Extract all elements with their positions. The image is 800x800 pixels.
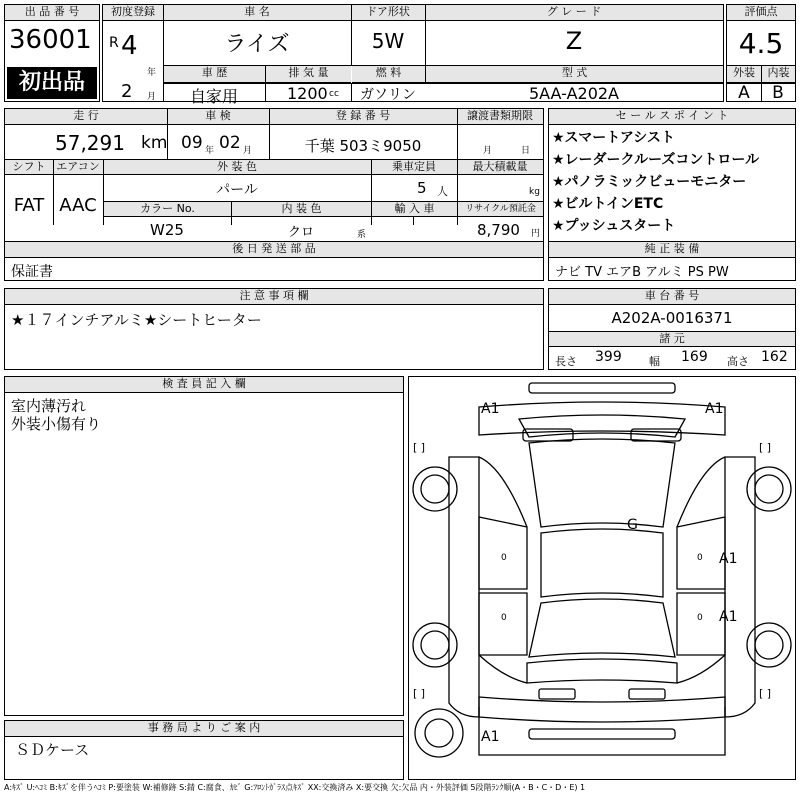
history-value: 自家用 xyxy=(189,87,238,106)
inspector-line-2: 外装小傷有り xyxy=(11,415,102,433)
first-listing-badge: 初出品 xyxy=(7,67,97,99)
aircon-label: エアコン xyxy=(53,160,103,175)
fuel-value: ガソリン xyxy=(360,87,416,103)
plate-value: 千葉 503ミ9050 xyxy=(304,137,422,155)
score-box xyxy=(726,4,796,102)
int-color-label: 内 装 色 xyxy=(232,202,371,217)
specs-label: 諸 元 xyxy=(549,332,795,347)
later-parts-box xyxy=(4,241,544,281)
transfer-day: 日 xyxy=(521,146,531,156)
mileage-value: 57,291 xyxy=(55,131,125,155)
door-type: 5W xyxy=(371,29,405,53)
int-score-label: 内装 xyxy=(762,66,795,83)
bracket-mark: [ ] xyxy=(759,441,772,454)
first-reg-label: 初度登録 xyxy=(103,5,163,21)
transfer-month: 月 xyxy=(483,146,493,156)
first-reg-month: 2 xyxy=(121,81,133,102)
ext-color-value: パール xyxy=(216,182,258,198)
mark-zero: 0 xyxy=(501,553,507,563)
score-label: 評価点 xyxy=(727,5,795,21)
later-parts-label: 後 日 発 送 部 品 xyxy=(5,242,543,258)
inspector-box xyxy=(4,376,404,716)
displacement-unit: cc xyxy=(329,89,339,99)
sales-point-item: ★レーダークルーズコントロール xyxy=(552,152,760,168)
score-value: 4.5 xyxy=(738,27,784,60)
bracket-mark: [ ] xyxy=(759,687,772,700)
damage-mark-front-left: A1 xyxy=(481,401,500,417)
damage-diagram xyxy=(408,376,796,780)
office-value: ＳＤケース xyxy=(15,741,90,759)
int-color-value: クロ xyxy=(287,225,314,240)
car-outline xyxy=(409,377,795,779)
sales-point-item: ★スマートアシスト xyxy=(552,130,675,146)
bracket-mark: [ ] xyxy=(413,441,426,454)
mark-zero: 0 xyxy=(697,553,703,563)
damage-mark-right-front-door: A1 xyxy=(719,551,738,567)
vehicle-details-box xyxy=(4,108,544,242)
length-value: 399 xyxy=(595,349,622,365)
mileage-label: 走 行 xyxy=(5,109,167,125)
model-label: 型 式 xyxy=(426,66,723,83)
mark-zero: 0 xyxy=(501,613,507,623)
sales-point-item: ★ビルトインETC xyxy=(552,196,664,212)
equipment-label: 純 正 装 備 xyxy=(549,242,795,258)
sales-points-box xyxy=(548,108,796,242)
int-score: B xyxy=(772,83,784,103)
car-name-label: 車 名 xyxy=(163,5,351,21)
import-label: 輸 入 車 xyxy=(372,202,457,217)
chassis-box xyxy=(548,288,796,370)
recycle-unit: 円 xyxy=(531,229,541,239)
damage-mark-rear: A1 xyxy=(481,729,500,745)
damage-mark-front-right: A1 xyxy=(705,401,724,417)
damage-mark-windshield: G xyxy=(627,517,638,533)
chassis-value: A202A-0016371 xyxy=(611,309,733,327)
load-unit: kg xyxy=(529,187,540,197)
first-reg-year: 4 xyxy=(121,31,138,61)
fuel-label: 燃 料 xyxy=(352,66,425,83)
sales-point-item: ★パノラミックビューモニター xyxy=(552,174,747,190)
damage-mark-right-rear-door: A1 xyxy=(719,609,738,625)
width-value: 169 xyxy=(681,349,708,365)
chassis-label: 車 台 番 号 xyxy=(549,289,795,305)
lot-box xyxy=(4,4,100,102)
lot-label: 出 品 番 号 xyxy=(5,5,99,21)
shift-value: FAT xyxy=(13,195,45,216)
door-label: ドア形状 xyxy=(351,5,425,21)
bracket-mark: [ ] xyxy=(413,687,426,700)
capacity-value: 5 xyxy=(417,179,427,197)
grade-label: グ レ ー ド xyxy=(425,5,723,21)
ext-score-label: 外装 xyxy=(727,66,761,83)
notes-box xyxy=(4,288,544,370)
legend: A:ｷｽﾞ U:ﾍｺﾐ B:ｷｽﾞを伴うﾍｺﾐ P:要塗装 W:補修跡 S:錆 C:腐食、ｶﾋﾞ G:ﾌﾛﾝﾄｶﾞﾗｽ点ｷｽﾞ XX:交換済み X:要交換 欠:欠品 内・外装評価 5段階ﾗﾝｸ順(A・B・C・D・E) 1 xyxy=(4,783,586,792)
mileage-unit: km xyxy=(141,133,168,153)
equipment-value: ナビ TV エアB アルミ PS PW xyxy=(555,265,729,280)
capacity-label: 乗車定員 xyxy=(371,160,457,175)
equipment-box xyxy=(548,241,796,281)
ext-score: A xyxy=(738,83,750,103)
displacement-value: 1200 xyxy=(287,84,328,103)
inspector-label: 検 査 員 記 入 欄 xyxy=(5,377,403,393)
later-parts-value: 保証書 xyxy=(11,264,53,280)
inspection-month: 02 xyxy=(219,133,241,153)
notes-label: 注 意 事 項 欄 xyxy=(5,289,543,305)
length-label: 長さ xyxy=(555,355,577,368)
top-info-box xyxy=(102,4,724,106)
year-unit: 年 xyxy=(147,68,157,78)
recycle-value: 8,790 xyxy=(477,221,520,239)
month-unit: 月 xyxy=(147,92,157,102)
load-label: 最大積載量 xyxy=(457,160,543,175)
int-color-unit: 系 xyxy=(357,230,367,240)
sales-points-label: セ ー ル ス ポ イ ン ト xyxy=(549,109,795,125)
mark-zero: 0 xyxy=(697,613,703,623)
office-label: 事 務 局 よ り ご 案 内 xyxy=(5,721,403,737)
inspector-line-1: 室内薄汚れ xyxy=(11,397,87,415)
lot-number: 36001 xyxy=(9,25,92,55)
inspection-month-unit: 月 xyxy=(243,146,253,156)
era: R xyxy=(109,35,119,51)
color-no-value: W25 xyxy=(150,221,184,239)
history-label: 車 歴 xyxy=(164,66,265,83)
recycle-label: リサイクル預託金 xyxy=(458,202,543,217)
capacity-unit: 人 xyxy=(437,185,448,198)
aircon-value: AAC xyxy=(59,195,97,216)
width-label: 幅 xyxy=(649,355,660,368)
model-value: 5AA-A202A xyxy=(528,84,619,103)
height-label: 高さ xyxy=(727,355,749,368)
car-name: ライズ xyxy=(224,32,290,57)
inspection-year: 09 xyxy=(181,133,203,153)
notes-value: ★１７インチアルミ★シートヒーター xyxy=(11,311,262,329)
shift-label: シフト xyxy=(5,160,53,175)
office-box xyxy=(4,720,404,780)
displacement-label: 排 気 量 xyxy=(266,66,351,83)
grade-value: Z xyxy=(565,27,583,55)
plate-label: 登 録 番 号 xyxy=(269,109,457,125)
inspection-year-unit: 年 xyxy=(205,146,215,156)
inspection-label: 車 検 xyxy=(167,109,269,125)
color-no-label: カラー No. xyxy=(104,202,231,217)
ext-color-label: 外 装 色 xyxy=(103,160,371,175)
transfer-label: 譲渡書類期限 xyxy=(457,109,543,125)
height-value: 162 xyxy=(761,349,788,365)
sales-point-item: ★プッシュスタート xyxy=(552,218,676,234)
